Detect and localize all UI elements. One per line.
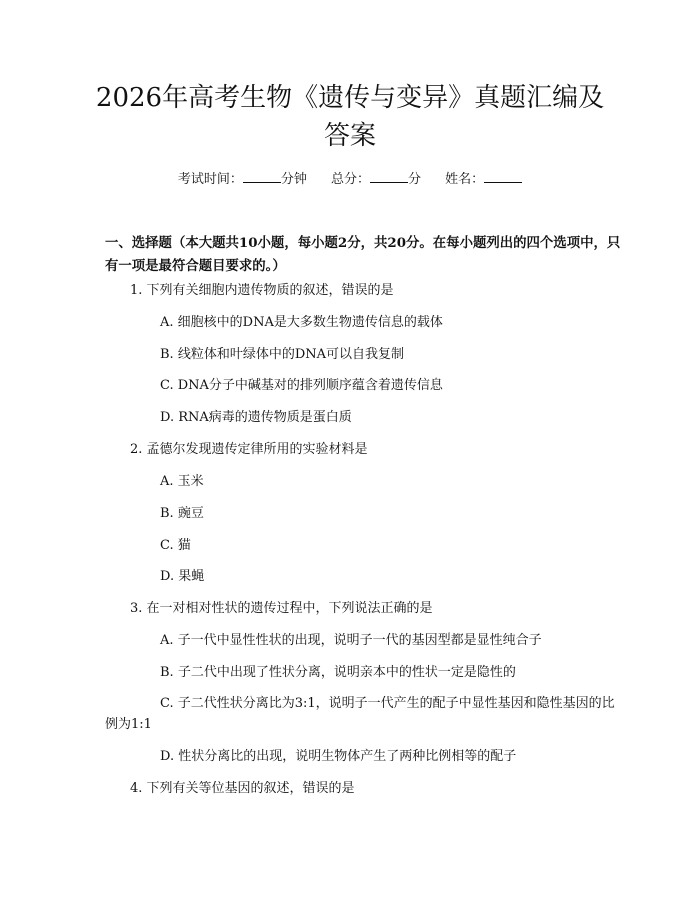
- exam-time: [178, 172, 311, 187]
- student-name-label: 姓名：: [445, 172, 485, 187]
- question-stem: 2. 孟德尔发现遗传定律所用的实验材料是: [130, 442, 368, 457]
- total-score-unit: 分: [408, 172, 422, 187]
- exam-info: [0, 170, 700, 189]
- question-stem: 4. 下列有关等位基因的叙述，错误的是: [130, 781, 355, 796]
- question-stem: 3. 在一对相对性状的遗传过程中，下列说法正确的是: [130, 601, 433, 616]
- total-score-label: 总分：: [330, 172, 370, 187]
- option-a[interactable]: A. 子一代中显性性状的出现，说明子一代的基因型都是显性纯合子: [160, 633, 542, 648]
- exam-time-blank[interactable]: [243, 170, 281, 183]
- option-b[interactable]: B. 子二代中出现了性状分离，说明亲本中的性状一定是隐性的: [160, 665, 516, 680]
- option-b[interactable]: B. 线粒体和叶绿体中的DNA可以自我复制: [160, 347, 405, 362]
- option-c[interactable]: C. DNA分子中碱基对的排列顺序蕴含着遗传信息: [160, 378, 443, 393]
- question-stem: 1. 下列有关细胞内遗传物质的叙述，错误的是: [130, 283, 394, 298]
- option-a[interactable]: A. 玉米: [160, 474, 204, 489]
- total-score: [331, 172, 425, 187]
- document-title: 2026年高考生物《遗传与变异》真题汇编及答案: [95, 83, 605, 151]
- option-c[interactable]: C. 子二代性状分离比为3:1，说明子一代产生的配子中显性基因和隐性基因的比例为1:1: [105, 696, 615, 732]
- option-d[interactable]: D. RNA病毒的遗传物质是蛋白质: [160, 410, 352, 425]
- section-heading: 一、选择题（本大题共10小题，每小题2分，共20分。在每小题列出的四个选项中，只有一项是最符合题目要求的。）: [105, 235, 621, 274]
- option-a[interactable]: A. 细胞核中的DNA是大多数生物遗传信息的载体: [160, 315, 443, 330]
- option-d[interactable]: D. 果蝇: [160, 569, 205, 584]
- student-name-blank[interactable]: [484, 170, 522, 183]
- option-b[interactable]: B. 豌豆: [160, 506, 204, 521]
- total-score-blank[interactable]: [370, 170, 408, 183]
- option-c[interactable]: C. 猫: [160, 538, 191, 553]
- exam-time-unit: 分钟: [280, 172, 307, 187]
- option-d[interactable]: D. 性状分离比的出现，说明生物体产生了两种比例相等的配子: [160, 749, 517, 764]
- student-name: [445, 172, 522, 187]
- exam-time-label: 考试时间：: [177, 172, 243, 187]
